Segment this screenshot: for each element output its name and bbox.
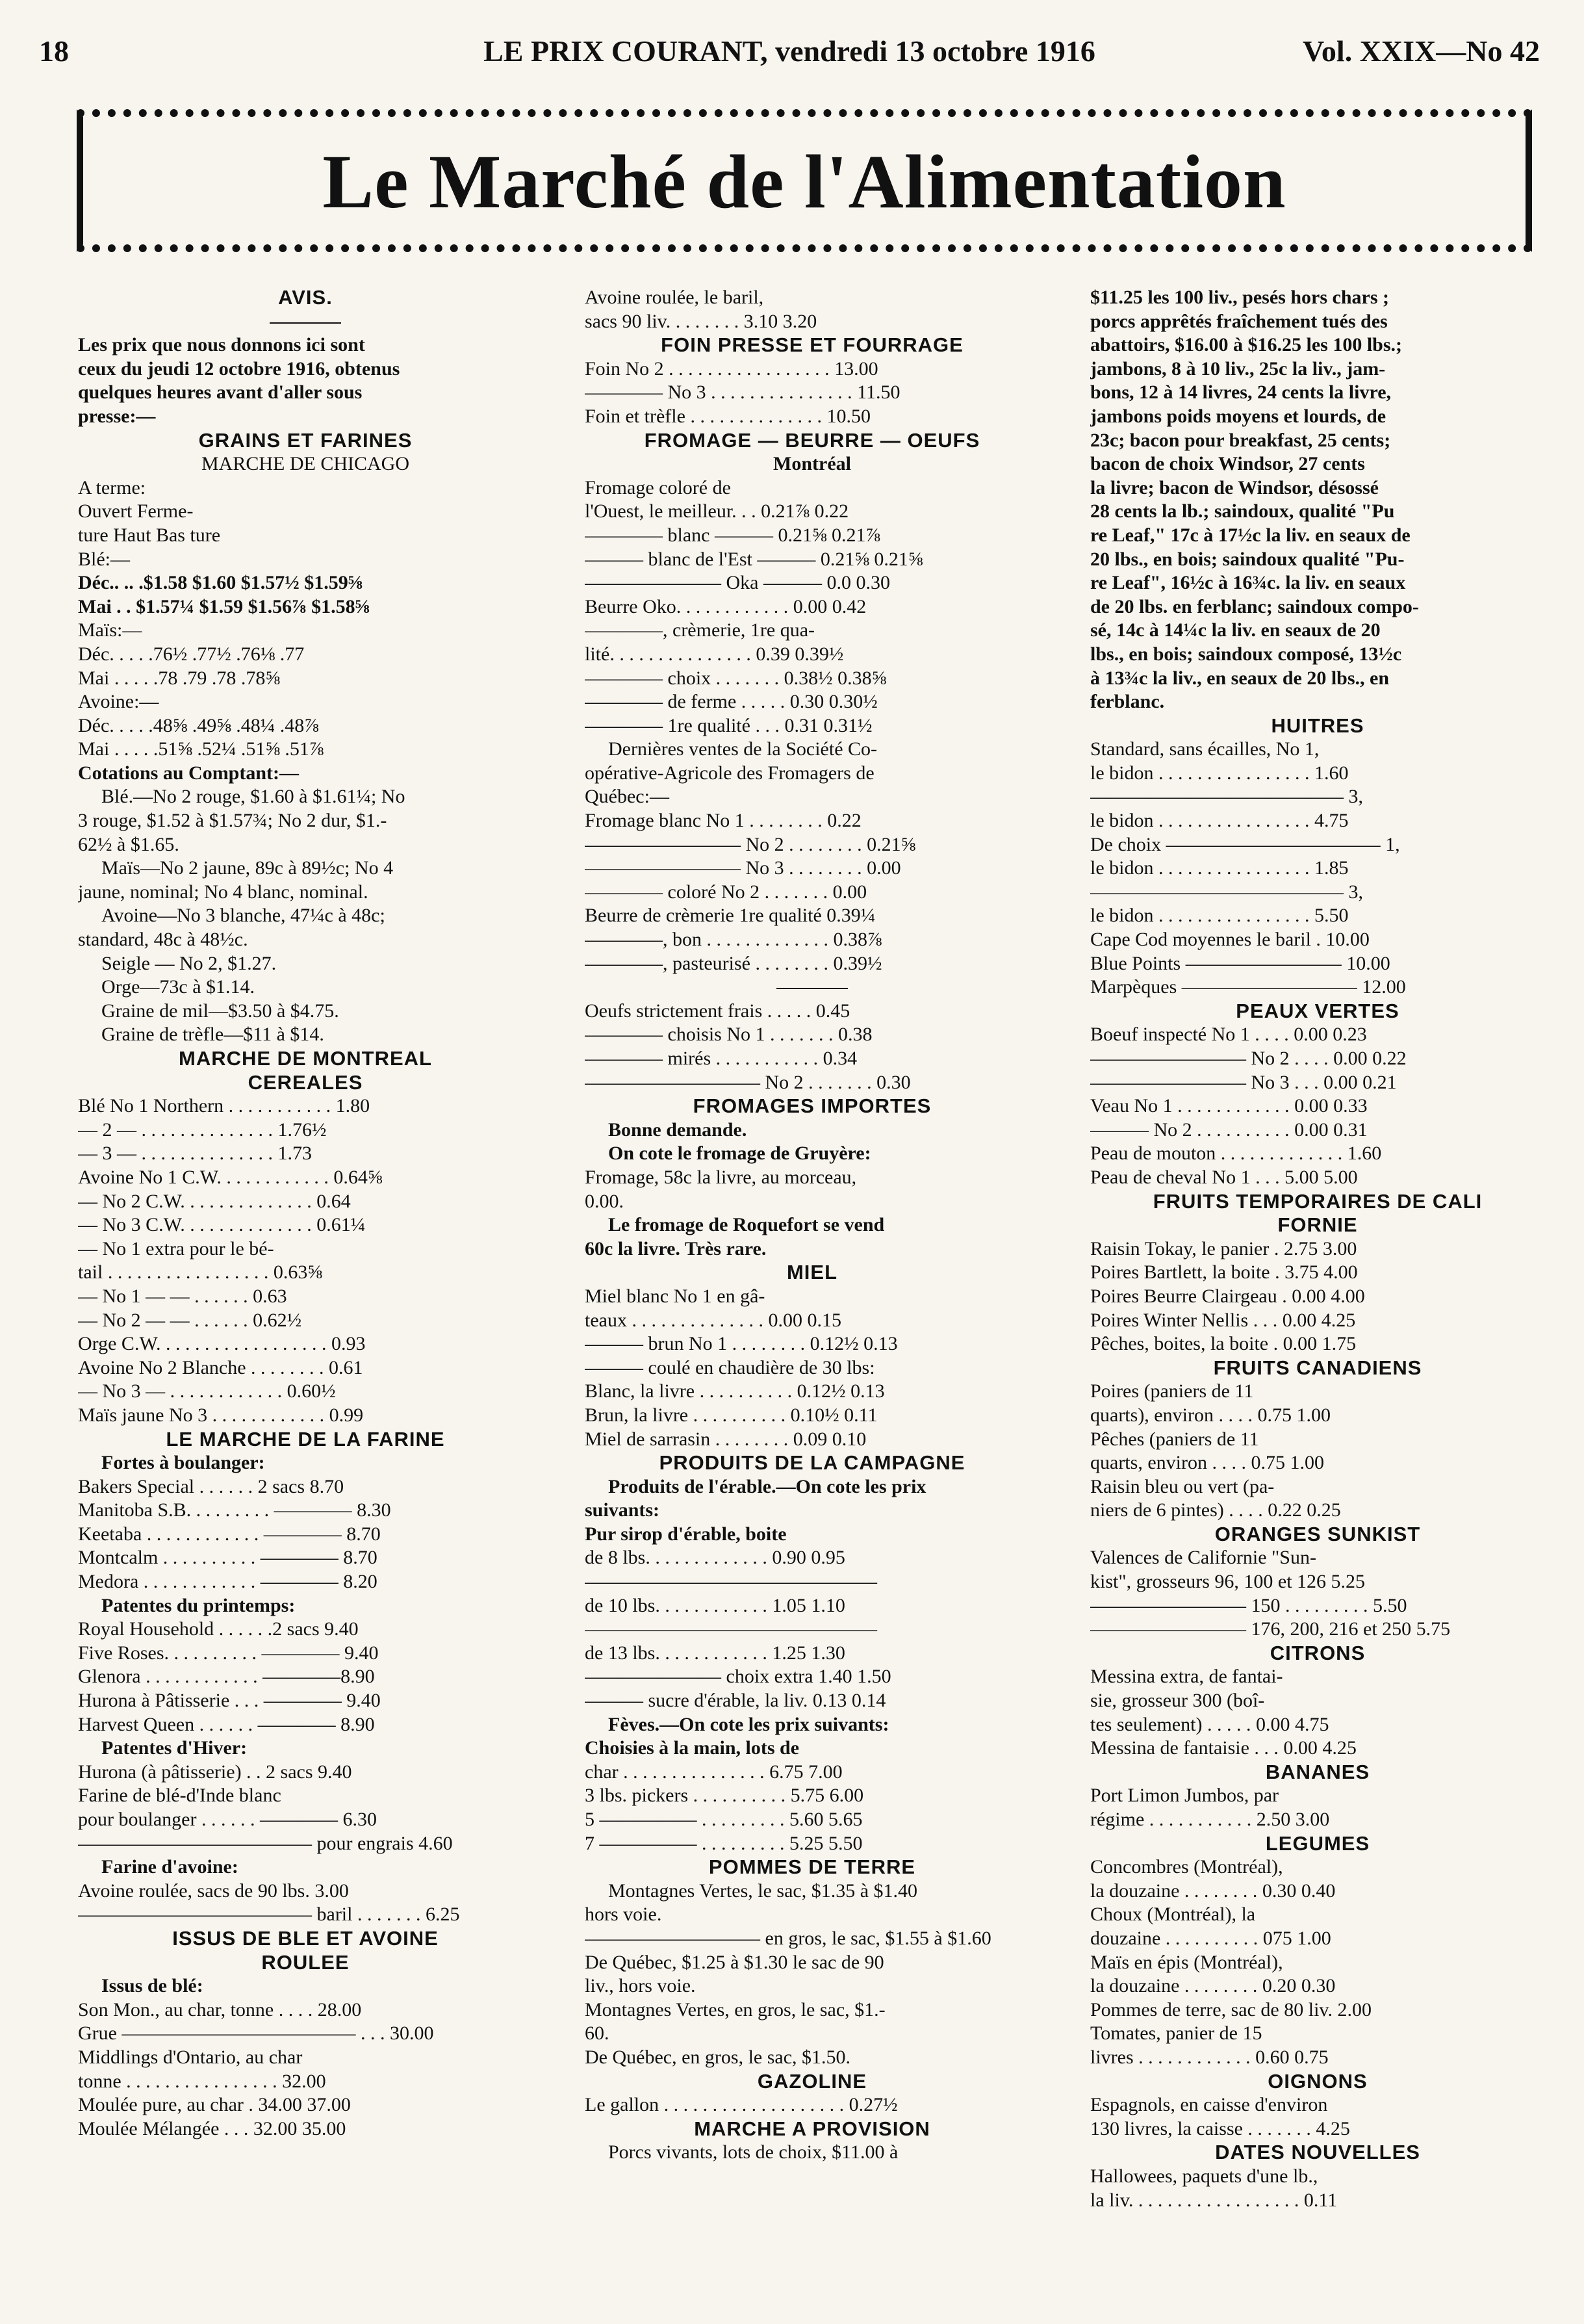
text-line: ————————— No 2 . . . . . . . 0.30 xyxy=(585,1071,911,1093)
text-line: Oeufs strictement frais . . . . . 0.45 xyxy=(585,1000,850,1022)
text-line: Foin No 2 . . . . . . . . . . . . . . . . . 13.00 xyxy=(585,357,878,380)
text-line: Produits de l'érable.—On cote les prix xyxy=(608,1475,926,1497)
section-heading: LE MARCHE DE LA FARINE xyxy=(166,1427,445,1451)
section-banner xyxy=(77,109,1532,252)
text-line: 60. xyxy=(585,2022,609,2045)
text-line: Blé No 1 Northern . . . . . . . . . . . 1.80 xyxy=(78,1095,370,1117)
text-line: tes seulement) . . . . . 0.00 4.75 xyxy=(1090,1713,1329,1735)
section-heading: FROMAGES IMPORTES xyxy=(693,1094,932,1118)
text-line: livres . . . . . . . . . . . . 0.60 0.75 xyxy=(1090,2046,1329,2068)
text-line: ——— No 2 . . . . . . . . . . 0.00 0.31 xyxy=(1090,1118,1368,1141)
text-line: jambons, 8 à 10 liv., 25c la liv., jam- xyxy=(1090,357,1386,380)
text-line: — No 2 C.W. . . . . . . . . . . . . . 0.64 xyxy=(78,1190,351,1212)
text-line: Poires Beurre Clairgeau . 0.00 4.00 xyxy=(1090,1285,1365,1307)
text-line: ———————— No 2 . . . . 0.00 0.22 xyxy=(1090,1048,1407,1069)
text-line: la livre; bacon de Windsor, désossé xyxy=(1090,476,1379,498)
text-line: Hurona à Pâtisserie . . . ———— 9.40 xyxy=(78,1690,381,1712)
text-line: ————————— en gros, le sac, $1.55 à $1.60 xyxy=(585,1927,991,1949)
text-line: Avoine roulée, sacs de 90 lbs. 3.00 xyxy=(78,1879,349,1902)
text-line: 3 lbs. pickers . . . . . . . . . . 5.75 6.00 xyxy=(585,1785,864,1807)
section-heading: PEAUX VERTES xyxy=(1236,999,1399,1022)
text-line: Cotations au Comptant:— xyxy=(78,762,300,784)
text-line: Fèves.—On cote les prix suivants: xyxy=(608,1713,889,1735)
text-line: 23c; bacon pour breakfast, 25 cents; xyxy=(1090,429,1391,451)
text-line: kist", grosseurs 96, 100 et 126 5.25 xyxy=(1090,1571,1366,1593)
text-line: ———— choix . . . . . . . 0.38½ 0.38⅝ xyxy=(585,667,887,689)
text-line: Messina extra, de fantai- xyxy=(1090,1666,1283,1688)
text-line: abattoirs, $16.00 à $16.25 les 100 lbs.; xyxy=(1090,334,1402,356)
text-line: 5 ————— . . . . . . . . . 5.60 5.65 xyxy=(585,1809,863,1830)
text-line: Graine de mil—$3.50 à $4.75. xyxy=(101,1000,339,1022)
text-line: porcs apprêtés fraîchement tués des xyxy=(1090,310,1388,332)
text-line: 28 cents la lb.; saindoux, qualité "Pu xyxy=(1090,500,1395,523)
text-line: l'Ouest, le meilleur. . . 0.21⅞ 0.22 xyxy=(585,500,849,523)
text-line: ———— No 3 . . . . . . . . . . . . . . . 11.50 xyxy=(585,381,901,404)
text-line: pour boulanger . . . . . . ———— 6.30 xyxy=(78,1809,377,1830)
text-line: On cote le fromage de Gruyère: xyxy=(608,1143,871,1165)
text-line: Avoine No 1 C.W. . . . . . . . . . . . 0.64⅝ xyxy=(78,1166,383,1188)
section-heading: BANANES xyxy=(1265,1760,1370,1783)
section-heading: FROMAGE — BEURRE — OEUFS xyxy=(644,428,980,452)
text-line: Miel de sarrasin . . . . . . . . 0.09 0.10 xyxy=(585,1428,867,1450)
text-line: le bidon . . . . . . . . . . . . . . . . 1.85 xyxy=(1090,857,1349,879)
text-line: Messina de fantaisie . . . 0.00 4.25 xyxy=(1090,1737,1357,1759)
section-heading: FORNIE xyxy=(1277,1213,1358,1237)
text-line: Hurona (à pâtisserie) . . 2 sacs 9.40 xyxy=(78,1761,352,1783)
text-line: A terme: xyxy=(78,476,146,498)
text-line: Raisin bleu ou vert (pa- xyxy=(1090,1475,1275,1497)
text-line: Québec:— xyxy=(585,786,669,808)
text-line: bons, 12 à 14 livres, 24 cents la livre, xyxy=(1090,381,1392,404)
text-line: — No 3 C.W. . . . . . . . . . . . . . 0.61¼ xyxy=(78,1214,366,1236)
text-line: Montagnes Vertes, en gros, le sac, $1.- xyxy=(585,1998,886,2021)
text-line: suivants: xyxy=(585,1499,660,1521)
text-line: Five Roses. . . . . . . . . . ———— 9.40 xyxy=(78,1642,379,1664)
text-line: Pêches (paniers de 11 xyxy=(1090,1428,1259,1450)
section-heading: POMMES DE TERRE xyxy=(708,1855,916,1879)
text-line: sé, 14c à 14¼c la liv. en seaux de 20 xyxy=(1090,619,1381,641)
text-line: liv., hors voie. xyxy=(585,1975,696,1997)
text-line: Le fromage de Roquefort se vend xyxy=(608,1214,885,1236)
volume-number: Vol. XXIX—No 42 xyxy=(1302,34,1540,68)
text-line: de 13 lbs. . . . . . . . . . . . 1.25 1.30 xyxy=(585,1642,845,1664)
text-line: le bidon . . . . . . . . . . . . . . . . 5.50 xyxy=(1090,905,1349,927)
text-line: standard, 48c à 48½c. xyxy=(78,929,248,951)
text-line: ———————— No 2 . . . . . . . . 0.21⅝ xyxy=(585,833,916,855)
text-line: ——— coulé en chaudière de 30 lbs: xyxy=(585,1356,875,1378)
text-line: tonne . . . . . . . . . . . . . . . . 32.00 xyxy=(78,2070,326,2092)
text-line: De choix ——————————— 1, xyxy=(1090,833,1400,855)
text-line: Fromage, 58c la livre, au morceau, xyxy=(585,1166,857,1188)
text-line: ————, pasteurisé . . . . . . . . 0.39½ xyxy=(585,952,882,974)
text-line: douzaine . . . . . . . . . . 075 1.00 xyxy=(1090,1927,1331,1949)
text-line: bacon de choix Windsor, 27 cents xyxy=(1090,453,1365,475)
text-line: Poires Bartlett, la boite . 3.75 4.00 xyxy=(1090,1261,1358,1284)
section-heading: AVIS. xyxy=(278,286,333,309)
text-line: régime . . . . . . . . . . . 2.50 3.00 xyxy=(1090,1809,1330,1830)
text-line: la liv. . . . . . . . . . . . . . . . . . 0.11 xyxy=(1090,2189,1338,2211)
text-line: Ouvert Ferme- xyxy=(78,500,194,523)
text-line: de 10 lbs. . . . . . . . . . . . 1.05 1.10 xyxy=(585,1594,845,1616)
text-line: quarts, environ . . . . 0.75 1.00 xyxy=(1090,1452,1324,1474)
text-line: la douzaine . . . . . . . . 0.30 0.40 xyxy=(1090,1879,1336,1902)
text-line: Keetaba . . . . . . . . . . . . ———— 8.70 xyxy=(78,1523,381,1545)
text-line: Les prix que nous donnons ici sont xyxy=(78,334,365,356)
text-line: Medora . . . . . . . . . . . . ———— 8.20 xyxy=(78,1571,377,1593)
section-heading: CITRONS xyxy=(1270,1641,1366,1664)
text-line: de 20 lbs. en ferblanc; saindoux compo- xyxy=(1090,595,1419,617)
text-line: ———————— No 3 . . . . . . . . 0.00 xyxy=(585,857,901,879)
text-line: — 2 — . . . . . . . . . . . . . . 1.76½ xyxy=(78,1118,327,1141)
text-line: Son Mon., au char, tonne . . . . 28.00 xyxy=(78,1998,362,2021)
text-line: Patentes d'Hiver: xyxy=(101,1737,248,1759)
section-heading: FOIN PRESSE ET FOURRAGE xyxy=(661,333,964,357)
text-line: ———— coloré No 2 . . . . . . . 0.00 xyxy=(585,881,867,903)
text-line: Grue ———————————— . . . 30.00 xyxy=(78,2022,434,2045)
text-line: ———————— 150 . . . . . . . . . 5.50 xyxy=(1090,1594,1407,1616)
text-line: lité. . . . . . . . . . . . . . . 0.39 0.39½ xyxy=(585,643,844,665)
text-line: Espagnols, en caisse d'environ xyxy=(1090,2094,1328,2116)
text-line: ——————————————— xyxy=(585,1571,877,1593)
text-line: 60c la livre. Très rare. xyxy=(585,1237,767,1259)
text-line: Pêches, boites, la boite . 0.00 1.75 xyxy=(1090,1333,1357,1355)
text-line: Orge—73c à $1.14. xyxy=(101,976,255,998)
text-line: Beurre de crèmerie 1re qualité 0.39¼ xyxy=(585,905,876,927)
text-line: Veau No 1 . . . . . . . . . . . . 0.00 0.33 xyxy=(1090,1095,1368,1117)
section-title: Le Marché de l'Alimentation xyxy=(322,139,1286,224)
column-right xyxy=(1090,286,1545,2212)
text-line: ceux du jeudi 12 octobre 1916, obtenus xyxy=(78,357,400,380)
text-line: Concombres (Montréal), xyxy=(1090,1856,1283,1878)
text-line: ———————————— baril . . . . . . . 6.25 xyxy=(78,1904,460,1926)
text-line: ——————————————— xyxy=(585,1618,877,1640)
section-heading: CEREALES xyxy=(248,1070,363,1094)
text-line: 62½ à $1.65. xyxy=(78,833,179,855)
text-line: ———— mirés . . . . . . . . . . . 0.34 xyxy=(585,1048,858,1069)
text-line: Dernières ventes de la Société Co- xyxy=(608,738,878,760)
text-line: Graine de trèfle—$11 à $14. xyxy=(101,1024,324,1046)
text-line: Montcalm . . . . . . . . . . ———— 8.70 xyxy=(78,1547,377,1569)
text-line: re Leaf," 17c à 17½c la liv. en seaux de xyxy=(1090,524,1411,546)
section-heading: MIEL xyxy=(786,1261,838,1284)
text-line: — No 1 extra pour le bé- xyxy=(78,1237,274,1259)
text-line: Fromage blanc No 1 . . . . . . . . 0.22 xyxy=(585,810,862,832)
text-line: sie, grosseur 300 (boî- xyxy=(1090,1690,1265,1712)
text-line: Patentes du printemps: xyxy=(101,1594,296,1616)
separator-rule xyxy=(776,988,848,989)
text-line: Avoine roulée, le baril, xyxy=(585,287,764,308)
text-line: Cape Cod moyennes le baril . 10.00 xyxy=(1090,929,1370,951)
text-line: quarts), environ . . . . 0.75 1.00 xyxy=(1090,1404,1331,1426)
section-heading: Montréal xyxy=(773,453,851,475)
text-line: ———— de ferme . . . . . 0.30 0.30½ xyxy=(585,691,878,713)
text-line: le bidon . . . . . . . . . . . . . . . . 1.60 xyxy=(1090,762,1349,784)
section-heading: FRUITS TEMPORAIRES DE CALI xyxy=(1153,1189,1483,1213)
text-line: Beurre Oko. . . . . . . . . . . . 0.00 0.42 xyxy=(585,595,867,617)
text-line: hors voie. xyxy=(585,1904,662,1926)
text-line: Blue Points ———————— 10.00 xyxy=(1090,952,1390,974)
text-line: tail . . . . . . . . . . . . . . . . . 0.63⅝ xyxy=(78,1261,322,1284)
text-line: Montagnes Vertes, le sac, $1.35 à $1.40 xyxy=(608,1879,918,1902)
text-line: — No 3 — . . . . . . . . . . . . 0.60½ xyxy=(78,1380,336,1402)
text-line: Bakers Special . . . . . . 2 sacs 8.70 xyxy=(78,1475,344,1497)
text-line: Issus de blé: xyxy=(101,1975,203,1997)
page-header xyxy=(39,34,1540,86)
text-line: Fromage coloré de xyxy=(585,476,731,498)
text-line: Tomates, panier de 15 xyxy=(1090,2022,1262,2045)
text-line: jaune, nominal; No 4 blanc, nominal. xyxy=(78,881,368,903)
text-line: Maïs:— xyxy=(78,619,142,641)
text-line: Farine d'avoine: xyxy=(101,1856,238,1878)
text-line: niers de 6 pintes) . . . . 0.22 0.25 xyxy=(1090,1499,1341,1521)
text-line: Déc. . . . .48⅝ .49⅝ .48¼ .48⅞ xyxy=(78,714,319,736)
column-left xyxy=(78,286,533,2141)
text-line: $11.25 les 100 liv., pesés hors chars ; xyxy=(1090,287,1390,308)
separator-rule xyxy=(270,322,341,324)
text-line: ——————— choix extra 1.40 1.50 xyxy=(585,1666,891,1688)
text-line: Orge C.W. . . . . . . . . . . . . . . . . . 0.93 xyxy=(78,1333,366,1355)
text-line: Blanc, la livre . . . . . . . . . . 0.12½ 0.13 xyxy=(585,1380,885,1402)
text-line: 130 livres, la caisse . . . . . . . 4.25 xyxy=(1090,2117,1350,2139)
section-heading: MARCHE DE MONTREAL xyxy=(179,1047,432,1070)
text-line: Standard, sans écailles, No 1, xyxy=(1090,738,1320,760)
text-line: Déc. . . . .76½ .77½ .76⅛ .77 xyxy=(78,643,305,665)
text-line: Peau de mouton . . . . . . . . . . . . . 1.60 xyxy=(1090,1143,1382,1165)
text-line xyxy=(78,310,533,334)
text-line: Port Limon Jumbos, par xyxy=(1090,1785,1279,1807)
section-heading: OIGNONS xyxy=(1268,2069,1368,2093)
text-line: ———————— No 3 . . . 0.00 0.21 xyxy=(1090,1071,1397,1093)
section-heading: DATES NOUVELLES xyxy=(1215,2141,1420,2164)
text-line: ————————————— 3, xyxy=(1090,786,1363,808)
text-line: Pur sirop d'érable, boite xyxy=(585,1523,787,1545)
text-line: Moulée Mélangée . . . 32.00 35.00 xyxy=(78,2117,346,2139)
text-line: lbs., en bois; saindoux composé, 13½c xyxy=(1090,643,1402,665)
text-line: Maïs—No 2 jaune, 89c à 89½c; No 4 xyxy=(101,857,394,879)
text-line: Blé:— xyxy=(78,548,130,570)
text-line: 0.00. xyxy=(585,1190,624,1212)
text-line: Maïs en épis (Montréal), xyxy=(1090,1951,1283,1973)
text-line: sacs 90 liv. . . . . . . . 3.10 3.20 xyxy=(585,310,817,332)
text-line: MARCHE DE CHICAGO xyxy=(201,453,409,475)
text-line: ———————— 176, 200, 216 et 250 5.75 xyxy=(1090,1618,1451,1640)
text-line: Brun, la livre . . . . . . . . . . 0.10½ 0.11 xyxy=(585,1404,878,1426)
section-heading: ISSUS DE BLE ET AVOINE xyxy=(172,1926,439,1950)
text-line: Harvest Queen . . . . . . ———— 8.90 xyxy=(78,1713,375,1735)
text-line: 20 lbs., en bois; saindoux qualité "Pu- xyxy=(1090,548,1405,570)
text-line: Foin et trèfle . . . . . . . . . . . . . . 10.50 xyxy=(585,405,871,427)
text-line: presse:— xyxy=(78,405,156,427)
text-line: ——— brun No 1 . . . . . . . . 0.12½ 0.13 xyxy=(585,1333,898,1355)
text-line: — 3 — . . . . . . . . . . . . . . 1.73 xyxy=(78,1143,312,1165)
text-line: Avoine:— xyxy=(78,691,159,713)
text-line: De Québec, $1.25 à $1.30 le sac de 90 xyxy=(585,1951,884,1973)
text-line: Peau de cheval No 1 . . . 5.00 5.00 xyxy=(1090,1166,1358,1188)
text-line: Choisies à la main, lots de xyxy=(585,1737,800,1759)
section-heading: MARCHE A PROVISION xyxy=(694,2117,930,2140)
text-line: 7 ————— . . . . . . . . . 5.25 5.50 xyxy=(585,1832,863,1854)
text-line: Raisin Tokay, le panier . 2.75 3.00 xyxy=(1090,1237,1357,1259)
text-line: ————————————— 3, xyxy=(1090,881,1363,903)
publication-date-line: LE PRIX COURANT, vendredi 13 octobre 1916 xyxy=(483,34,1095,68)
section-heading: LEGUMES xyxy=(1265,1831,1370,1855)
text-line: Avoine No 2 Blanche . . . . . . . . 0.61 xyxy=(78,1356,363,1378)
text-line: Marpèques ————————— 12.00 xyxy=(1090,976,1406,998)
text-line: Maïs jaune No 3 . . . . . . . . . . . . 0.99 xyxy=(78,1404,364,1426)
text-line: Choux (Montréal), la xyxy=(1090,1904,1256,1926)
text-line: Farine de blé-d'Inde blanc xyxy=(78,1785,281,1807)
text-line: Miel blanc No 1 en gâ- xyxy=(585,1285,765,1307)
text-line: ———— choisis No 1 . . . . . . . 0.38 xyxy=(585,1024,873,1046)
text-line: Porcs vivants, lots de choix, $11.00 à xyxy=(608,2141,899,2163)
text-line: De Québec, en gros, le sac, $1.50. xyxy=(585,2046,851,2068)
text-line: ———————————— pour engrais 4.60 xyxy=(78,1832,453,1854)
text-line: Valences de Californie "Sun- xyxy=(1090,1547,1316,1569)
text-line: re Leaf", 16½c à 16¾c. la liv. en seaux xyxy=(1090,572,1406,594)
text-line: Royal Household . . . . . .2 sacs 9.40 xyxy=(78,1618,359,1640)
text-line: Mai . . . . .78 .79 .78 .78⅝ xyxy=(78,667,280,689)
text-line: Mai . . $1.57¼ $1.59 $1.56⅞ $1.58⅝ xyxy=(78,595,370,617)
text-line xyxy=(585,975,1040,1000)
text-line: Boeuf inspecté No 1 . . . . 0.00 0.23 xyxy=(1090,1024,1367,1046)
text-line: teaux . . . . . . . . . . . . . . 0.00 0.15 xyxy=(585,1309,841,1331)
text-line: la douzaine . . . . . . . . 0.20 0.30 xyxy=(1090,1975,1336,1997)
text-line: Manitoba S.B. . . . . . . . . ———— 8.30 xyxy=(78,1499,391,1521)
text-line: Moulée pure, au char . 34.00 37.00 xyxy=(78,2094,351,2116)
text-line: Fortes à boulanger: xyxy=(101,1452,265,1474)
text-line: char . . . . . . . . . . . . . . . 6.75 7.00 xyxy=(585,1761,843,1783)
text-line: Bonne demande. xyxy=(608,1118,747,1141)
section-heading: ROULEE xyxy=(261,1950,350,1974)
text-line: de 8 lbs. . . . . . . . . . . . . 0.90 0.95 xyxy=(585,1547,845,1569)
text-line: 3 rouge, $1.52 à $1.57¾; No 2 dur, $1.- xyxy=(78,810,387,832)
text-line: Mai . . . . .51⅝ .52¼ .51⅝ .51⅞ xyxy=(78,738,324,760)
text-line: ——— sucre d'érable, la liv. 0.13 0.14 xyxy=(585,1690,886,1712)
text-line: Glenora . . . . . . . . . . . . ————8.90 xyxy=(78,1666,375,1688)
text-line: ———— blanc ——— 0.21⅝ 0.21⅞ xyxy=(585,524,880,546)
text-line: quelques heures avant d'aller sous xyxy=(78,381,363,404)
text-line: ————, crèmerie, 1re qua- xyxy=(585,619,815,641)
text-line: ————, bon . . . . . . . . . . . . . 0.38⅞ xyxy=(585,929,882,951)
text-line: Déc.. .. .$1.58 $1.60 $1.57½ $1.59⅝ xyxy=(78,572,363,594)
text-line: Seigle — No 2, $1.27. xyxy=(101,952,277,974)
section-heading: GAZOLINE xyxy=(757,2069,867,2093)
section-heading: ORANGES SUNKIST xyxy=(1214,1522,1421,1545)
section-heading: PRODUITS DE LA CAMPAGNE xyxy=(659,1451,965,1475)
text-line: ——— blanc de l'Est ——— 0.21⅝ 0.21⅝ xyxy=(585,548,923,570)
text-line: ture Haut Bas ture xyxy=(78,524,221,546)
text-line: — No 1 — — . . . . . . 0.63 xyxy=(78,1285,287,1307)
section-heading: GRAINS ET FARINES xyxy=(198,428,413,452)
text-line: Poires Winter Nellis . . . 0.00 4.25 xyxy=(1090,1309,1356,1331)
text-line: le bidon . . . . . . . . . . . . . . . . 4.75 xyxy=(1090,810,1349,832)
text-line: ——————— Oka ——— 0.0 0.30 xyxy=(585,572,890,594)
text-line: — No 2 — — . . . . . . 0.62½ xyxy=(78,1309,302,1331)
text-line: opérative-Agricole des Fromagers de xyxy=(585,762,875,784)
section-heading: HUITRES xyxy=(1271,714,1364,737)
page-number: 18 xyxy=(39,34,69,68)
text-line: ———— 1re qualité . . . 0.31 0.31½ xyxy=(585,714,873,736)
text-line: Hallowees, paquets d'une lb., xyxy=(1090,2165,1318,2187)
text-line: Poires (paniers de 11 xyxy=(1090,1380,1254,1402)
column-middle xyxy=(585,286,1040,2165)
text-line: Blé.—No 2 rouge, $1.60 à $1.61¼; No xyxy=(101,786,405,808)
text-line: Middlings d'Ontario, au char xyxy=(78,2046,303,2068)
text-line: ferblanc. xyxy=(1090,691,1165,713)
text-line: jambons poids moyens et lourds, de xyxy=(1090,405,1386,427)
text-line: Avoine—No 3 blanche, 47¼c à 48c; xyxy=(101,905,385,927)
text-line: Pommes de terre, sac de 80 liv. 2.00 xyxy=(1090,1998,1372,2021)
text-line: à 13¾c la liv., en seaux de 20 lbs., en xyxy=(1090,667,1390,689)
text-line: Le gallon . . . . . . . . . . . . . . . . . . . 0.27½ xyxy=(585,2094,898,2116)
section-heading: FRUITS CANADIENS xyxy=(1213,1356,1422,1379)
